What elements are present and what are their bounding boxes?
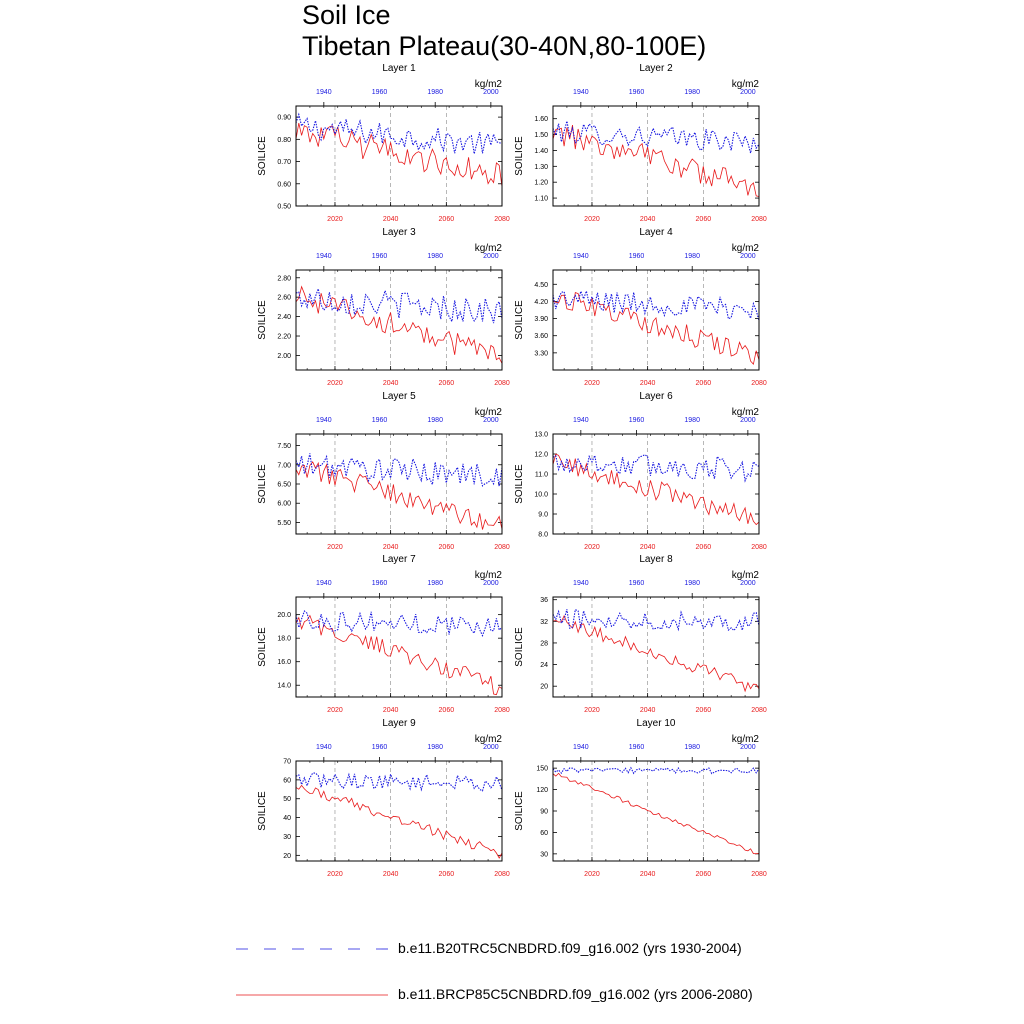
panel-title: Layer 2: [639, 63, 673, 74]
units-label: kg/m2: [474, 407, 502, 418]
bottom-tick-label: 2080: [751, 544, 767, 551]
top-tick-label: 1940: [573, 744, 589, 751]
y-tick-label: 2.60: [277, 294, 291, 302]
y-tick-label: 3.90: [534, 316, 548, 324]
panel-frame: [553, 434, 759, 534]
panel-title: Layer 9: [382, 718, 416, 729]
y-tick-label: 3.60: [534, 333, 548, 341]
y-tick-label: 20: [540, 683, 548, 691]
top-tick-label: 1940: [573, 253, 589, 260]
top-tick-label: 2000: [740, 253, 756, 260]
top-tick-label: 1960: [628, 744, 645, 751]
y-tick-label: 1.50: [534, 132, 548, 140]
bottom-tick-label: 2080: [751, 380, 767, 387]
bottom-tick-label: 2040: [382, 871, 399, 878]
y-tick-label: 20.0: [277, 612, 291, 620]
panel-title: Layer 1: [382, 63, 416, 74]
bottom-tick-label: 2020: [584, 216, 600, 223]
panel-frame: [553, 761, 759, 861]
rcp85-series-line: [553, 454, 759, 524]
rcp85-series-line: [296, 462, 502, 530]
historical-series-line: [553, 291, 759, 321]
units-label: kg/m2: [731, 570, 759, 581]
y-tick-label: 90: [540, 808, 548, 816]
top-tick-label: 1960: [628, 253, 645, 260]
top-tick-label: 1980: [684, 417, 700, 424]
y-axis-label: SOILICE: [514, 791, 525, 831]
bottom-tick-label: 2060: [438, 707, 455, 714]
top-tick-label: 2000: [483, 580, 499, 587]
units-label: kg/m2: [731, 79, 759, 90]
y-tick-label: 0.80: [277, 136, 291, 144]
top-tick-label: 1940: [316, 253, 332, 260]
panel-2: [514, 63, 767, 223]
units-label: kg/m2: [474, 243, 502, 254]
bottom-tick-label: 2080: [751, 871, 767, 878]
y-tick-label: 50: [283, 796, 291, 804]
top-tick-label: 1980: [427, 744, 443, 751]
bottom-tick-label: 2040: [382, 544, 399, 551]
top-tick-label: 1960: [371, 253, 388, 260]
historical-series-line: [296, 289, 502, 323]
y-axis-label: SOILICE: [257, 136, 268, 176]
bottom-tick-label: 2020: [584, 707, 600, 714]
units-label: kg/m2: [731, 734, 759, 745]
y-tick-label: 11.0: [534, 471, 548, 479]
units-label: kg/m2: [474, 79, 502, 90]
y-tick-label: 0.50: [277, 203, 291, 211]
top-tick-label: 1940: [316, 580, 332, 587]
panel-title: Layer 5: [382, 391, 416, 402]
historical-series-line: [296, 453, 502, 486]
y-tick-label: 7.50: [277, 443, 291, 451]
bottom-tick-label: 2060: [438, 544, 455, 551]
y-tick-label: 120: [536, 787, 548, 795]
top-tick-label: 1960: [628, 580, 645, 587]
panel-9: [257, 718, 510, 878]
top-tick-label: 1940: [316, 417, 332, 424]
top-tick-label: 2000: [740, 417, 756, 424]
legend-label-historical: b.e11.B20TRC5CNBDRD.f09_g16.002 (yrs 1930-2004): [398, 940, 742, 956]
historical-series-line: [553, 768, 759, 774]
top-tick-label: 1980: [684, 744, 700, 751]
y-tick-label: 30: [283, 833, 291, 841]
panel-title: Layer 10: [636, 718, 676, 729]
y-tick-label: 0.60: [277, 181, 291, 189]
y-tick-label: 24: [540, 662, 548, 670]
bottom-tick-label: 2040: [382, 216, 399, 223]
top-tick-label: 1960: [371, 580, 388, 587]
top-tick-label: 1980: [427, 89, 443, 96]
units-label: kg/m2: [731, 407, 759, 418]
top-tick-label: 1940: [573, 417, 589, 424]
top-tick-label: 1980: [684, 580, 700, 587]
figure-subtitle: Tibetan Plateau(30-40N,80-100E): [302, 31, 707, 61]
y-axis-label: SOILICE: [257, 627, 268, 667]
figure-title: Soil Ice: [302, 0, 391, 30]
y-tick-label: 1.10: [534, 195, 548, 203]
panel-5: [257, 391, 510, 551]
top-tick-label: 1940: [573, 580, 589, 587]
historical-series-line: [553, 455, 759, 481]
bottom-tick-label: 2060: [695, 707, 712, 714]
bottom-tick-label: 2020: [584, 544, 600, 551]
y-tick-label: 9.0: [538, 511, 548, 519]
bottom-tick-label: 2060: [695, 544, 712, 551]
rcp85-series-line: [296, 785, 502, 858]
y-tick-label: 36: [540, 597, 548, 605]
y-tick-label: 28: [540, 640, 548, 648]
y-tick-label: 32: [540, 618, 548, 626]
panel-4: [514, 227, 767, 387]
bottom-tick-label: 2040: [639, 380, 656, 387]
bottom-tick-label: 2060: [438, 216, 455, 223]
bottom-tick-label: 2020: [327, 871, 343, 878]
y-tick-label: 7.00: [277, 462, 291, 470]
top-tick-label: 1980: [427, 417, 443, 424]
y-axis-label: SOILICE: [514, 627, 525, 667]
bottom-tick-label: 2060: [695, 216, 712, 223]
bottom-tick-label: 2040: [382, 707, 399, 714]
rcp85-series-line: [553, 616, 759, 691]
bottom-tick-label: 2040: [639, 871, 656, 878]
bottom-tick-label: 2080: [494, 216, 510, 223]
y-tick-label: 150: [536, 765, 548, 773]
y-tick-label: 4.50: [534, 281, 548, 289]
y-tick-label: 70: [283, 758, 291, 766]
top-tick-label: 2000: [483, 744, 499, 751]
top-tick-label: 2000: [483, 253, 499, 260]
rcp85-series-line: [296, 616, 502, 695]
bottom-tick-label: 2020: [327, 544, 343, 551]
historical-series-line: [553, 609, 759, 630]
top-tick-label: 1980: [427, 580, 443, 587]
panel-6: [514, 391, 767, 551]
y-tick-label: 1.40: [534, 147, 548, 155]
legend-label-rcp85: b.e11.BRCP85C5CNBDRD.f09_g16.002 (yrs 2006-2080): [398, 986, 753, 1002]
rcp85-series-line: [553, 125, 759, 196]
y-axis-label: SOILICE: [514, 300, 525, 340]
top-tick-label: 1940: [316, 89, 332, 96]
y-tick-label: 16.0: [277, 659, 291, 667]
bottom-tick-label: 2040: [639, 707, 656, 714]
top-tick-label: 1960: [371, 417, 388, 424]
top-tick-label: 1980: [684, 253, 700, 260]
historical-series-line: [296, 115, 502, 154]
rcp85-series-line: [553, 773, 759, 853]
panel-1: [257, 63, 510, 223]
bottom-tick-label: 2020: [584, 380, 600, 387]
top-tick-label: 2000: [740, 744, 756, 751]
top-tick-label: 1940: [573, 89, 589, 96]
historical-series-line: [296, 611, 502, 636]
panel-frame: [296, 106, 502, 206]
bottom-tick-label: 2080: [494, 544, 510, 551]
y-tick-label: 6.50: [277, 481, 291, 489]
panel-title: Layer 3: [382, 227, 416, 238]
panel-frame: [296, 434, 502, 534]
top-tick-label: 1960: [628, 417, 645, 424]
rcp85-series-line: [553, 293, 759, 365]
top-tick-label: 2000: [740, 89, 756, 96]
y-axis-label: SOILICE: [257, 791, 268, 831]
units-label: kg/m2: [474, 734, 502, 745]
y-tick-label: 10.0: [534, 491, 548, 499]
panel-frame: [296, 597, 502, 697]
y-tick-label: 30: [540, 851, 548, 859]
bottom-tick-label: 2020: [327, 707, 343, 714]
bottom-tick-label: 2080: [494, 871, 510, 878]
y-tick-label: 1.30: [534, 163, 548, 171]
top-tick-label: 2000: [483, 417, 499, 424]
y-tick-label: 14.0: [277, 682, 291, 690]
bottom-tick-label: 2080: [751, 216, 767, 223]
top-tick-label: 1960: [628, 89, 645, 96]
top-tick-label: 1940: [316, 744, 332, 751]
y-axis-label: SOILICE: [257, 300, 268, 340]
y-tick-label: 13.0: [534, 431, 548, 439]
units-label: kg/m2: [731, 243, 759, 254]
bottom-tick-label: 2020: [584, 871, 600, 878]
units-label: kg/m2: [474, 570, 502, 581]
top-tick-label: 1980: [427, 253, 443, 260]
y-tick-label: 3.30: [534, 350, 548, 358]
y-tick-label: 2.80: [277, 275, 291, 283]
rcp85-series-line: [296, 123, 502, 187]
y-tick-label: 18.0: [277, 635, 291, 643]
top-tick-label: 1960: [371, 744, 388, 751]
y-tick-label: 40: [283, 815, 291, 823]
panel-title: Layer 6: [639, 391, 673, 402]
top-tick-label: 2000: [483, 89, 499, 96]
y-tick-label: 1.20: [534, 179, 548, 187]
bottom-tick-label: 2040: [382, 380, 399, 387]
panel-8: [514, 554, 767, 714]
panel-7: [257, 554, 510, 714]
y-tick-label: 1.60: [534, 116, 548, 124]
rcp85-series-line: [296, 287, 502, 364]
y-tick-label: 60: [283, 777, 291, 785]
y-axis-label: SOILICE: [514, 136, 525, 176]
y-tick-label: 2.40: [277, 314, 291, 322]
y-tick-label: 12.0: [534, 451, 548, 459]
y-tick-label: 6.00: [277, 500, 291, 508]
panel-title: Layer 4: [639, 227, 673, 238]
bottom-tick-label: 2040: [639, 544, 656, 551]
panel-frame: [553, 106, 759, 206]
panel-frame: [296, 761, 502, 861]
bottom-tick-label: 2060: [695, 380, 712, 387]
y-axis-label: SOILICE: [257, 464, 268, 504]
y-tick-label: 2.20: [277, 333, 291, 341]
y-tick-label: 20: [283, 852, 291, 860]
bottom-tick-label: 2080: [494, 380, 510, 387]
y-axis-label: SOILICE: [514, 464, 525, 504]
bottom-tick-label: 2080: [751, 707, 767, 714]
panel-title: Layer 7: [382, 554, 416, 565]
bottom-tick-label: 2080: [494, 707, 510, 714]
top-tick-label: 1960: [371, 89, 388, 96]
y-tick-label: 4.20: [534, 298, 548, 306]
panel-title: Layer 8: [639, 554, 673, 565]
top-tick-label: 2000: [740, 580, 756, 587]
y-tick-label: 60: [540, 829, 548, 837]
bottom-tick-label: 2040: [639, 216, 656, 223]
historical-series-line: [296, 773, 502, 791]
bottom-tick-label: 2060: [438, 380, 455, 387]
top-tick-label: 1980: [684, 89, 700, 96]
bottom-tick-label: 2020: [327, 380, 343, 387]
y-tick-label: 5.50: [277, 519, 291, 527]
y-tick-label: 0.90: [277, 114, 291, 122]
panel-frame: [296, 270, 502, 370]
panel-3: [257, 227, 510, 387]
y-tick-label: 8.0: [538, 531, 548, 539]
bottom-tick-label: 2060: [438, 871, 455, 878]
bottom-tick-label: 2060: [695, 871, 712, 878]
y-tick-label: 0.70: [277, 159, 291, 167]
bottom-tick-label: 2020: [327, 216, 343, 223]
panel-10: [514, 718, 767, 878]
y-tick-label: 2.00: [277, 352, 291, 360]
